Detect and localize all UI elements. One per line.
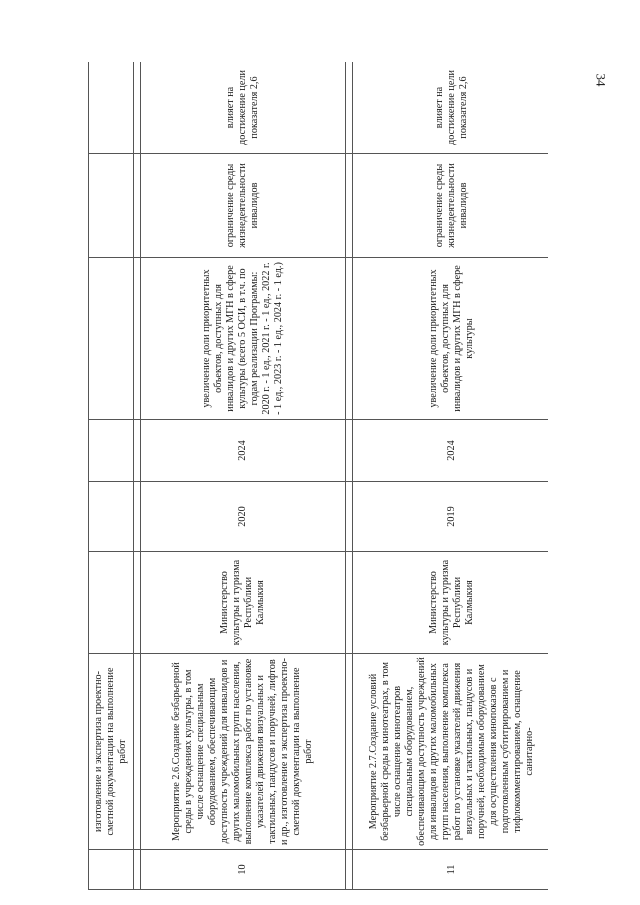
cell-num: 10: [141, 850, 346, 890]
rotated-table-container: [88, 62, 548, 890]
divider-cell: [346, 62, 353, 154]
cell-indicator: влияет на достижение цели показателя 2,6: [141, 62, 346, 154]
cell-name: Мероприятие 2.7.Создание условий безбарьерной среды в кинотеатрах, в том числе оснащение кинотеатров специальным оборудованием, обеспечивающим доступность учреждений для инвалидов и других маломобильных групп населения, выполнение комплекса работ по установке указателей движения визуальных и тактильных, пандусов и поручней, необходимым оборудованием для осуществления кинопоказов с подготовленным субтитрированием и тифлокомментированием, оснащение санитарно-: [353, 654, 549, 850]
cell-indicator: [89, 62, 134, 154]
cell-num: 11: [353, 850, 549, 890]
cell-consequence: ограничение среды жизнедеятельности инвалидов: [353, 154, 549, 258]
cell-result: увеличение доли приоритетных объектов, доступных для инвалидов и других МГН в сфере культуры: [353, 258, 549, 420]
divider-cell: [134, 258, 141, 420]
table-row: [353, 62, 549, 890]
divider-cell: [346, 552, 353, 654]
cell-name: Мероприятие 2.6.Создание безбарьерной среды в учреждениях культуры, в том числе оснащение специальным оборудованием, обеспечивающим доступность учреждений для инвалидов и других маломобильных групп населения, выполнение комплекса работ по установке указателей движения визуальных и тактильных, пандусов и поручней, лифтов и др., изготовление и экспертиза проектно-сметной документации на выполнение работ: [141, 654, 346, 850]
cell-start: [89, 482, 134, 552]
divider-cell: [346, 154, 353, 258]
table-row-divider: [346, 62, 353, 890]
cell-num: [89, 850, 134, 890]
page-number: 34: [593, 73, 609, 87]
cell-name: изготовление и экспертиза проектно-сметной документации на выполнение работ: [89, 654, 134, 850]
divider-cell: [134, 654, 141, 850]
divider-cell: [134, 552, 141, 654]
divider-cell: [134, 850, 141, 890]
divider-cell: [134, 154, 141, 258]
cell-result: [89, 258, 134, 420]
cell-executor: Министерство культуры и туризма Республики Калмыкия: [141, 552, 346, 654]
divider-cell: [346, 850, 353, 890]
cell-result: увеличение доли приоритетных объектов, доступных для инвалидов и других МГН в сфере культуры (всего 5 ОСИ, в т.ч. по годам реализации Программы: 2020 г. - 1 ед., 2021 г. - 1 ед., 2022 г. - 1 ед., 2023 г. - 1 ед., 2024 г. - 1 ед.): [141, 258, 346, 420]
divider-cell: [346, 258, 353, 420]
cell-end: 2024: [353, 420, 549, 482]
cell-end: [89, 420, 134, 482]
table-row-divider: [134, 62, 141, 890]
cell-executor: [89, 552, 134, 654]
cell-end: 2024: [141, 420, 346, 482]
divider-cell: [346, 420, 353, 482]
cell-consequence: [89, 154, 134, 258]
divider-cell: [346, 482, 353, 552]
table-row-continuation: [89, 62, 134, 890]
divider-cell: [346, 654, 353, 850]
document-page: [88, 62, 548, 890]
cell-start: 2020: [141, 482, 346, 552]
divider-cell: [134, 420, 141, 482]
cell-indicator: влияет на достижение цели показателя 2,6: [353, 62, 549, 154]
cell-consequence: ограничение среды жизнедеятельности инвалидов: [141, 154, 346, 258]
cell-executor: Министерство культуры и туризма Республики Калмыкия: [353, 552, 549, 654]
divider-cell: [134, 62, 141, 154]
cell-start: 2019: [353, 482, 549, 552]
measures-table: [88, 62, 548, 890]
divider-cell: [134, 482, 141, 552]
table-row: [141, 62, 346, 890]
